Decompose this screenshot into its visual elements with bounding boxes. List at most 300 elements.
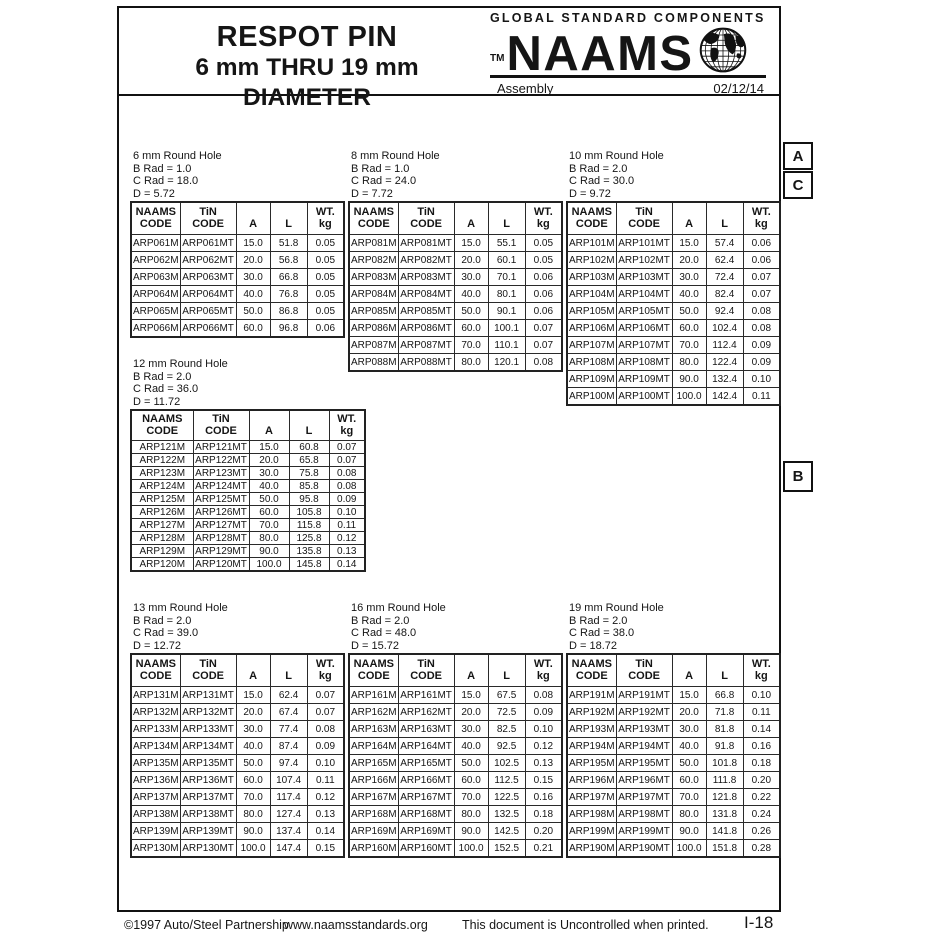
table-cell: ARP106MT bbox=[616, 320, 672, 337]
table-cell: ARP131M bbox=[131, 687, 180, 704]
table-cell: 0.07 bbox=[525, 320, 562, 337]
table-cell: 92.5 bbox=[488, 738, 525, 755]
table-cell: ARP121MT bbox=[193, 441, 249, 454]
header-row bbox=[131, 410, 365, 441]
table-cell: 86.8 bbox=[270, 303, 307, 320]
table-cell: ARP126M bbox=[131, 506, 193, 519]
table-cell: ARP194MT bbox=[616, 738, 672, 755]
spec-caption bbox=[133, 602, 345, 653]
column-header: L bbox=[488, 202, 525, 235]
spec-caption-line: C Rad = 24.0 bbox=[351, 175, 417, 188]
table-cell: 0.08 bbox=[525, 354, 562, 372]
spec-caption-line: 19 mm Round Hole bbox=[569, 602, 664, 614]
spec-caption-line: D = 5.72 bbox=[133, 188, 175, 201]
table-cell: ARP133M bbox=[131, 721, 180, 738]
table-cell: ARP197M bbox=[567, 789, 616, 806]
table-cell: ARP136MT bbox=[180, 772, 236, 789]
table-cell: 50.0 bbox=[672, 303, 706, 320]
table-row bbox=[349, 303, 562, 320]
table-cell: ARP192M bbox=[567, 704, 616, 721]
table-row bbox=[567, 337, 780, 354]
table-cell: 80.0 bbox=[236, 806, 270, 823]
spec-caption bbox=[133, 358, 366, 409]
table-row bbox=[131, 441, 365, 454]
table-row bbox=[567, 286, 780, 303]
table-cell: ARP129MT bbox=[193, 545, 249, 558]
column-header: A bbox=[672, 202, 706, 235]
table-cell: 112.4 bbox=[706, 337, 743, 354]
table-cell: 0.06 bbox=[525, 286, 562, 303]
table-cell: ARP061M bbox=[131, 235, 180, 252]
table-cell: ARP162M bbox=[349, 704, 398, 721]
column-header: L bbox=[289, 410, 329, 441]
table-cell: 0.12 bbox=[307, 789, 344, 806]
spec-group-16mm bbox=[348, 602, 563, 858]
spec-caption-line: D = 7.72 bbox=[351, 188, 393, 201]
table-cell: 40.0 bbox=[249, 480, 289, 493]
uncontrolled-notice: This document is Uncontrolled when printed. bbox=[462, 918, 709, 932]
spec-table bbox=[130, 409, 366, 572]
table-cell: ARP167M bbox=[349, 789, 398, 806]
column-header: WT. kg bbox=[743, 654, 780, 687]
table-row bbox=[349, 806, 562, 823]
table-cell: 20.0 bbox=[236, 252, 270, 269]
table-cell: 0.05 bbox=[525, 235, 562, 252]
table-row bbox=[349, 269, 562, 286]
table-cell: 100.0 bbox=[454, 840, 488, 858]
table-cell: ARP108M bbox=[567, 354, 616, 371]
table-cell: ARP082MT bbox=[398, 252, 454, 269]
spec-caption-line: D = 12.72 bbox=[133, 640, 182, 653]
table-cell: ARP132MT bbox=[180, 704, 236, 721]
table-cell: 60.0 bbox=[672, 772, 706, 789]
table-cell: 102.4 bbox=[706, 320, 743, 337]
table-cell: ARP127MT bbox=[193, 519, 249, 532]
table-cell: 122.4 bbox=[706, 354, 743, 371]
table-cell: ARP083MT bbox=[398, 269, 454, 286]
table-cell: ARP168MT bbox=[398, 806, 454, 823]
table-row bbox=[349, 772, 562, 789]
table-row bbox=[131, 454, 365, 467]
table-cell: ARP105M bbox=[567, 303, 616, 320]
table-cell: 96.8 bbox=[270, 320, 307, 338]
table-cell: ARP137MT bbox=[180, 789, 236, 806]
table-cell: ARP081MT bbox=[398, 235, 454, 252]
table-cell: 0.12 bbox=[329, 532, 365, 545]
table-row bbox=[567, 687, 780, 704]
table-cell: 30.0 bbox=[236, 269, 270, 286]
table-row bbox=[349, 738, 562, 755]
table-cell: 0.08 bbox=[329, 467, 365, 480]
spec-caption bbox=[351, 602, 563, 653]
table-cell: 70.0 bbox=[454, 789, 488, 806]
table-cell: 82.4 bbox=[706, 286, 743, 303]
table-cell: 50.0 bbox=[454, 303, 488, 320]
table-row bbox=[349, 721, 562, 738]
table-cell: ARP083M bbox=[349, 269, 398, 286]
spec-caption-line: B Rad = 2.0 bbox=[133, 614, 192, 627]
table-cell: ARP128MT bbox=[193, 532, 249, 545]
table-cell: 0.14 bbox=[307, 823, 344, 840]
table-cell: ARP065M bbox=[131, 303, 180, 320]
table-cell: 81.8 bbox=[706, 721, 743, 738]
table-cell: 115.8 bbox=[289, 519, 329, 532]
table-cell: 0.08 bbox=[743, 320, 780, 337]
table-cell: ARP103M bbox=[567, 269, 616, 286]
revision-date: 02/12/14 bbox=[713, 81, 764, 96]
table-cell: 90.0 bbox=[672, 823, 706, 840]
spec-table bbox=[566, 653, 781, 858]
spec-table bbox=[566, 201, 781, 406]
table-cell: 57.4 bbox=[706, 235, 743, 252]
brand-row bbox=[490, 27, 766, 81]
header-row bbox=[349, 654, 562, 687]
column-header: L bbox=[706, 202, 743, 235]
table-row bbox=[131, 558, 365, 572]
table-cell: ARP135MT bbox=[180, 755, 236, 772]
document-header bbox=[117, 6, 781, 111]
spec-caption-line: C Rad = 30.0 bbox=[569, 175, 635, 188]
table-cell: 56.8 bbox=[270, 252, 307, 269]
table-cell: ARP161MT bbox=[398, 687, 454, 704]
table-cell: 55.1 bbox=[488, 235, 525, 252]
table-cell: 105.8 bbox=[289, 506, 329, 519]
table-cell: 0.13 bbox=[329, 545, 365, 558]
table-cell: ARP120MT bbox=[193, 558, 249, 572]
table-cell: ARP122M bbox=[131, 454, 193, 467]
table-cell: ARP106M bbox=[567, 320, 616, 337]
table-cell: 50.0 bbox=[236, 303, 270, 320]
table-cell: ARP085M bbox=[349, 303, 398, 320]
table-cell: 0.07 bbox=[743, 286, 780, 303]
table-cell: ARP064M bbox=[131, 286, 180, 303]
table-cell: 60.0 bbox=[454, 772, 488, 789]
table-cell: 102.5 bbox=[488, 755, 525, 772]
spec-caption-line: 10 mm Round Hole bbox=[569, 150, 664, 162]
table-cell: ARP100MT bbox=[616, 388, 672, 406]
table-cell: 70.1 bbox=[488, 269, 525, 286]
spec-caption-line: C Rad = 18.0 bbox=[133, 175, 199, 188]
table-cell: 67.5 bbox=[488, 687, 525, 704]
table-cell: ARP196M bbox=[567, 772, 616, 789]
table-cell: 97.4 bbox=[270, 755, 307, 772]
table-cell: ARP193MT bbox=[616, 721, 672, 738]
table-cell: ARP198MT bbox=[616, 806, 672, 823]
table-cell: 70.0 bbox=[249, 519, 289, 532]
table-row bbox=[567, 721, 780, 738]
table-cell: 15.0 bbox=[236, 235, 270, 252]
table-row bbox=[349, 755, 562, 772]
table-cell: 120.1 bbox=[488, 354, 525, 372]
table-cell: 0.15 bbox=[307, 840, 344, 858]
table-cell: ARP084M bbox=[349, 286, 398, 303]
column-header: A bbox=[454, 654, 488, 687]
table-cell: ARP128M bbox=[131, 532, 193, 545]
title-block bbox=[131, 22, 483, 113]
table-cell: ARP088MT bbox=[398, 354, 454, 372]
spec-caption-line: B Rad = 2.0 bbox=[569, 162, 628, 175]
table-cell: 145.8 bbox=[289, 558, 329, 572]
table-cell: 147.4 bbox=[270, 840, 307, 858]
spec-caption-line: C Rad = 36.0 bbox=[133, 383, 199, 396]
column-header: WT. kg bbox=[307, 202, 344, 235]
spec-caption-line: D = 11.72 bbox=[133, 396, 181, 409]
table-cell: 0.08 bbox=[743, 303, 780, 320]
spec-caption-line: C Rad = 38.0 bbox=[569, 627, 635, 640]
table-cell: 0.18 bbox=[525, 806, 562, 823]
table-cell: 0.06 bbox=[307, 320, 344, 338]
table-cell: 152.5 bbox=[488, 840, 525, 858]
naams-logo-block bbox=[490, 11, 766, 96]
table-cell: 142.4 bbox=[706, 388, 743, 406]
table-cell: ARP124MT bbox=[193, 480, 249, 493]
table-cell: ARP192MT bbox=[616, 704, 672, 721]
column-header: A bbox=[236, 202, 270, 235]
table-cell: ARP082M bbox=[349, 252, 398, 269]
table-cell: 0.20 bbox=[525, 823, 562, 840]
table-cell: ARP191MT bbox=[616, 687, 672, 704]
spec-caption-line: 16 mm Round Hole bbox=[351, 602, 446, 614]
globe-icon bbox=[698, 27, 748, 73]
table-cell: ARP132M bbox=[131, 704, 180, 721]
table-row bbox=[567, 269, 780, 286]
table-cell: 60.0 bbox=[454, 320, 488, 337]
copyright-text: ©1997 Auto/Steel Partnership bbox=[124, 918, 289, 932]
column-header: NAAMS CODE bbox=[567, 202, 616, 235]
table-cell: 0.07 bbox=[307, 704, 344, 721]
column-header: NAAMS CODE bbox=[349, 654, 398, 687]
table-cell: ARP126MT bbox=[193, 506, 249, 519]
table-cell: 0.16 bbox=[743, 738, 780, 755]
table-cell: 82.5 bbox=[488, 721, 525, 738]
table-cell: ARP123MT bbox=[193, 467, 249, 480]
table-cell: 40.0 bbox=[672, 286, 706, 303]
column-header: L bbox=[270, 202, 307, 235]
table-cell: 80.1 bbox=[488, 286, 525, 303]
table-cell: 87.4 bbox=[270, 738, 307, 755]
spec-caption bbox=[133, 150, 345, 201]
table-cell: ARP160MT bbox=[398, 840, 454, 858]
table-row bbox=[349, 235, 562, 252]
table-cell: ARP125MT bbox=[193, 493, 249, 506]
table-cell: 40.0 bbox=[672, 738, 706, 755]
table-row bbox=[567, 738, 780, 755]
table-cell: 142.5 bbox=[488, 823, 525, 840]
table-row bbox=[131, 772, 344, 789]
table-cell: 0.05 bbox=[307, 252, 344, 269]
spec-caption-line: 12 mm Round Hole bbox=[133, 358, 228, 370]
spec-table bbox=[130, 653, 345, 858]
table-cell: 0.20 bbox=[743, 772, 780, 789]
table-row bbox=[349, 704, 562, 721]
table-cell: 0.09 bbox=[307, 738, 344, 755]
spec-caption-line: D = 9.72 bbox=[569, 188, 611, 201]
table-cell: 0.09 bbox=[743, 354, 780, 371]
column-header: TiN CODE bbox=[180, 654, 236, 687]
column-header: L bbox=[488, 654, 525, 687]
table-cell: 0.08 bbox=[525, 687, 562, 704]
brand-tagline: GLOBAL STANDARD COMPONENTS bbox=[490, 11, 766, 25]
table-cell: ARP105MT bbox=[616, 303, 672, 320]
table-cell: ARP066M bbox=[131, 320, 180, 338]
table-cell: ARP138MT bbox=[180, 806, 236, 823]
table-cell: 0.06 bbox=[525, 303, 562, 320]
table-row bbox=[131, 704, 344, 721]
table-cell: ARP139MT bbox=[180, 823, 236, 840]
tab-b: B bbox=[783, 461, 813, 492]
table-cell: 71.8 bbox=[706, 704, 743, 721]
table-cell: 100.0 bbox=[249, 558, 289, 572]
table-cell: 60.8 bbox=[289, 441, 329, 454]
table-cell: ARP065MT bbox=[180, 303, 236, 320]
table-cell: ARP088M bbox=[349, 354, 398, 372]
table-cell: 51.8 bbox=[270, 235, 307, 252]
column-header: NAAMS CODE bbox=[349, 202, 398, 235]
table-cell: 0.05 bbox=[307, 269, 344, 286]
table-cell: ARP139M bbox=[131, 823, 180, 840]
spec-caption-line: B Rad = 2.0 bbox=[351, 614, 410, 627]
table-cell: ARP104MT bbox=[616, 286, 672, 303]
table-cell: ARP191M bbox=[567, 687, 616, 704]
table-cell: ARP087M bbox=[349, 337, 398, 354]
table-cell: ARP122MT bbox=[193, 454, 249, 467]
table-cell: ARP066MT bbox=[180, 320, 236, 338]
table-cell: 15.0 bbox=[454, 235, 488, 252]
table-cell: ARP127M bbox=[131, 519, 193, 532]
table-cell: 50.0 bbox=[236, 755, 270, 772]
spec-group-19mm bbox=[566, 602, 781, 858]
table-row bbox=[131, 467, 365, 480]
table-cell: 0.07 bbox=[743, 269, 780, 286]
table-cell: 60.0 bbox=[249, 506, 289, 519]
table-cell: 0.11 bbox=[743, 704, 780, 721]
table-cell: ARP195M bbox=[567, 755, 616, 772]
column-header: A bbox=[236, 654, 270, 687]
table-cell: ARP163MT bbox=[398, 721, 454, 738]
column-header: WT. kg bbox=[307, 654, 344, 687]
brand-subtitle: Assembly bbox=[497, 81, 554, 96]
table-row bbox=[131, 755, 344, 772]
table-row bbox=[131, 269, 344, 286]
table-cell: 0.28 bbox=[743, 840, 780, 858]
table-cell: 0.09 bbox=[329, 493, 365, 506]
column-header: L bbox=[270, 654, 307, 687]
table-cell: ARP134MT bbox=[180, 738, 236, 755]
table-cell: ARP197MT bbox=[616, 789, 672, 806]
table-cell: ARP169MT bbox=[398, 823, 454, 840]
table-row bbox=[131, 235, 344, 252]
table-cell: 122.5 bbox=[488, 789, 525, 806]
table-cell: ARP100M bbox=[567, 388, 616, 406]
table-row bbox=[567, 789, 780, 806]
table-cell: ARP190MT bbox=[616, 840, 672, 858]
table-row bbox=[349, 354, 562, 372]
trademark-symbol: TM bbox=[490, 53, 505, 64]
table-cell: ARP131MT bbox=[180, 687, 236, 704]
table-cell: ARP134M bbox=[131, 738, 180, 755]
table-cell: 15.0 bbox=[249, 441, 289, 454]
table-cell: ARP102MT bbox=[616, 252, 672, 269]
table-cell: 40.0 bbox=[236, 286, 270, 303]
spec-caption bbox=[569, 602, 781, 653]
spec-caption-line: 6 mm Round Hole bbox=[133, 150, 222, 162]
table-cell: ARP087MT bbox=[398, 337, 454, 354]
page-number: I-18 bbox=[744, 913, 774, 932]
column-header: A bbox=[672, 654, 706, 687]
table-row bbox=[131, 789, 344, 806]
table-cell: 70.0 bbox=[454, 337, 488, 354]
column-header: WT. kg bbox=[525, 654, 562, 687]
table-cell: 0.14 bbox=[743, 721, 780, 738]
table-cell: ARP086M bbox=[349, 320, 398, 337]
table-row bbox=[567, 823, 780, 840]
column-header: TiN CODE bbox=[398, 654, 454, 687]
table-cell: 60.0 bbox=[236, 320, 270, 338]
column-header: NAAMS CODE bbox=[131, 410, 193, 441]
table-cell: ARP121M bbox=[131, 441, 193, 454]
table-cell: 40.0 bbox=[454, 738, 488, 755]
table-cell: 0.24 bbox=[743, 806, 780, 823]
table-cell: 80.0 bbox=[454, 354, 488, 372]
table-cell: 20.0 bbox=[249, 454, 289, 467]
table-cell: ARP120M bbox=[131, 558, 193, 572]
spec-caption-line: D = 15.72 bbox=[351, 640, 400, 653]
table-cell: ARP063MT bbox=[180, 269, 236, 286]
table-cell: 131.8 bbox=[706, 806, 743, 823]
website-text: www.naamsstandards.org bbox=[284, 918, 428, 932]
table-cell: 107.4 bbox=[270, 772, 307, 789]
table-cell: 0.13 bbox=[525, 755, 562, 772]
brand-name: NAAMS bbox=[506, 27, 694, 81]
table-row bbox=[131, 532, 365, 545]
table-cell: ARP103MT bbox=[616, 269, 672, 286]
table-cell: 77.4 bbox=[270, 721, 307, 738]
table-cell: ARP190M bbox=[567, 840, 616, 858]
table-cell: 121.8 bbox=[706, 789, 743, 806]
table-row bbox=[349, 789, 562, 806]
table-cell: ARP198M bbox=[567, 806, 616, 823]
table-cell: 40.0 bbox=[454, 286, 488, 303]
table-cell: 62.4 bbox=[270, 687, 307, 704]
spec-caption bbox=[351, 150, 563, 201]
table-cell: 15.0 bbox=[672, 687, 706, 704]
table-cell: 117.4 bbox=[270, 789, 307, 806]
column-header: TiN CODE bbox=[193, 410, 249, 441]
table-row bbox=[131, 738, 344, 755]
table-cell: 0.06 bbox=[743, 252, 780, 269]
table-cell: ARP199M bbox=[567, 823, 616, 840]
table-row bbox=[131, 840, 344, 858]
table-cell: ARP085MT bbox=[398, 303, 454, 320]
table-row bbox=[567, 755, 780, 772]
table-cell: ARP168M bbox=[349, 806, 398, 823]
table-cell: ARP109MT bbox=[616, 371, 672, 388]
table-cell: ARP164M bbox=[349, 738, 398, 755]
table-cell: 137.4 bbox=[270, 823, 307, 840]
table-cell: 70.0 bbox=[672, 337, 706, 354]
header-row bbox=[131, 654, 344, 687]
table-row bbox=[567, 806, 780, 823]
column-header: A bbox=[454, 202, 488, 235]
table-cell: ARP169M bbox=[349, 823, 398, 840]
spec-caption-line: B Rad = 1.0 bbox=[351, 162, 410, 175]
table-cell: 92.4 bbox=[706, 303, 743, 320]
table-row bbox=[567, 235, 780, 252]
table-cell: ARP160M bbox=[349, 840, 398, 858]
table-cell: 30.0 bbox=[672, 269, 706, 286]
table-cell: 0.21 bbox=[525, 840, 562, 858]
column-header: TiN CODE bbox=[616, 202, 672, 235]
